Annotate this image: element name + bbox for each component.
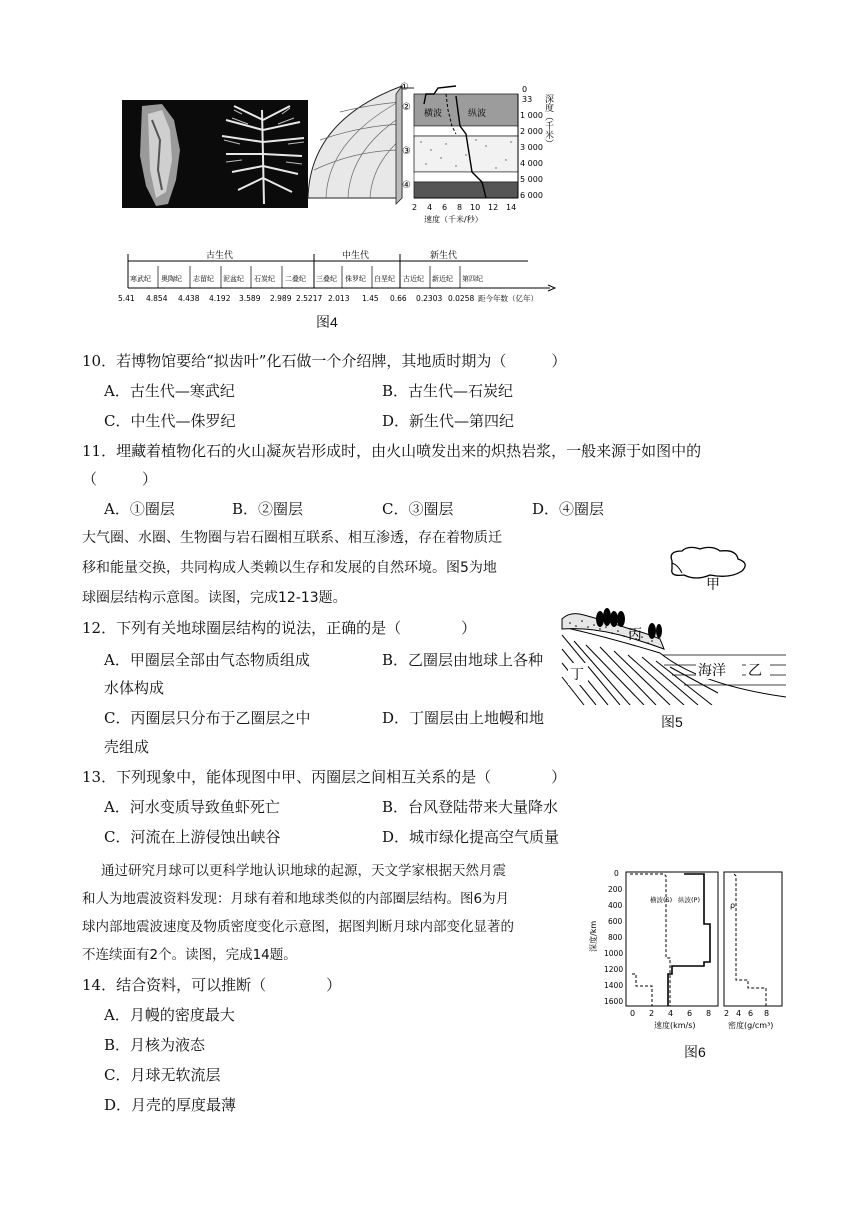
depth-tick: 4 000 xyxy=(520,159,543,168)
figure-4 xyxy=(118,80,558,305)
speed-tick: 4 xyxy=(427,203,433,212)
density-rho-label: ρ xyxy=(730,901,736,910)
question-12-stem: 12．下列有关地球圈层结构的说法，正确的是（ ） xyxy=(82,619,477,637)
question-11-stem: 11．埋藏着植物化石的火山凝灰岩形成时，由火山喷发出来的炽热岩浆，一般来源于如图中的 xyxy=(82,442,702,460)
speed-tick: 8 xyxy=(706,1009,712,1018)
depth-tick: 0 xyxy=(614,869,619,878)
era-label: 古生代 xyxy=(206,251,234,261)
period-label: 古近纪 xyxy=(403,275,424,283)
density-axis-label: 密度(g/cm³) xyxy=(728,1021,774,1030)
figure-5-caption: 图5 xyxy=(661,714,683,730)
question-12-option-b[interactable]: B．乙圈层由地球上各种 xyxy=(382,651,544,669)
depth-tick: 600 xyxy=(608,917,623,926)
question-11-option-d[interactable]: D．④圈层 xyxy=(532,500,605,518)
question-12-option-a[interactable]: A．甲圈层全部由气态物质组成 xyxy=(104,651,310,669)
depth-axis-label: 深度（千米） xyxy=(543,94,553,148)
period-label: 新近纪 xyxy=(432,275,453,283)
speed-tick: 2 xyxy=(412,203,418,212)
age-label: 4.854 xyxy=(146,294,168,303)
intro-14-line: 和人为地震波资料发现：月球有着和地球类似的内部圈层结构。图6为月 xyxy=(82,891,510,907)
speed-tick: 8 xyxy=(457,203,463,212)
depth-tick: 2 000 xyxy=(520,127,543,136)
question-12-option-d[interactable]: D．丁圈层由上地幔和地 xyxy=(382,709,545,727)
period-label: 泥盆纪 xyxy=(223,275,244,283)
s-wave-label: 横波(S) xyxy=(650,896,673,904)
fossil-photo xyxy=(122,100,308,208)
depth-tick: 0 xyxy=(522,85,528,94)
speed-tick: 4 xyxy=(668,1009,674,1018)
age-label: 2.013 xyxy=(328,294,350,303)
label-bing: 丙 xyxy=(628,627,642,643)
figure-6-chart xyxy=(588,862,788,1034)
figure-6-caption: 图6 xyxy=(684,1044,706,1060)
age-label: 4.438 xyxy=(178,294,200,303)
layer-label-2: ② xyxy=(402,102,411,113)
layer-label-4: ④ xyxy=(402,180,411,191)
depth-tick: 33 xyxy=(522,95,533,104)
intro-12-line: 移和能量交换，共同构成人类赖以生存和发展的自然环境。图5为地 xyxy=(82,560,497,576)
depth-tick: 1600 xyxy=(604,997,624,1006)
question-10-option-d[interactable]: D．新生代—第四纪 xyxy=(382,412,515,430)
age-label: 1.45 xyxy=(362,294,379,303)
question-12-option-d-cont: 壳组成 xyxy=(104,738,150,756)
depth-tick: 5 000 xyxy=(520,175,543,184)
question-13-option-d[interactable]: D．城市绿化提高空气质量 xyxy=(382,828,560,846)
geologic-timeline xyxy=(118,244,558,304)
depth-tick: 1200 xyxy=(604,965,624,974)
speed-axis-label: 速度（千米/秒） xyxy=(424,215,483,224)
depth-tick: 1000 xyxy=(604,949,624,958)
question-11-stem-bracket: （ ） xyxy=(82,470,158,488)
period-label: 白垩纪 xyxy=(374,275,395,283)
intro-14-line: 通过研究月球可以更科学地认识地球的起源，天文学家根据天然月震 xyxy=(101,863,506,879)
question-10-stem: 10．若博物馆要给“拟齿叶”化石做一个介绍牌，其地质时期为（ ） xyxy=(82,352,567,370)
age-label: 0.0258 xyxy=(448,294,475,303)
period-label: 二叠纪 xyxy=(285,275,306,283)
period-label: 第四纪 xyxy=(462,275,483,283)
speed-tick: 10 xyxy=(470,203,481,212)
earth-interior-diagram xyxy=(306,80,558,225)
age-label: 4.192 xyxy=(209,294,231,303)
depth-tick: 400 xyxy=(608,901,623,910)
intro-12-line: 大气圈、水圈、生物圈与岩石圈相互联系、相互渗透，存在着物质迁 xyxy=(82,530,502,546)
era-label: 新生代 xyxy=(430,251,458,261)
intro-14-line: 球内部地震波速度及物质密度变化示意图，据图判断月球内部变化显著的 xyxy=(82,919,514,935)
density-tick: 4 xyxy=(736,1009,742,1018)
age-label: 0.66 xyxy=(390,294,407,303)
label-ocean: 海洋 xyxy=(698,663,726,679)
longitudinal-wave-label: 纵波 xyxy=(468,109,487,119)
question-11-option-b[interactable]: B．②圈层 xyxy=(232,500,304,518)
period-label: 石炭纪 xyxy=(254,275,275,283)
label-ding: 丁 xyxy=(570,667,584,683)
period-label: 志留纪 xyxy=(193,275,214,283)
period-label: 奥陶纪 xyxy=(161,275,182,283)
question-10-option-b[interactable]: B．古生代—石炭纪 xyxy=(382,382,514,400)
layer-label-1: ① xyxy=(400,82,409,93)
depth-tick: 3 000 xyxy=(520,143,543,152)
period-label: 三叠纪 xyxy=(316,275,337,283)
speed-tick: 14 xyxy=(506,203,517,212)
p-wave-label: 纵波(P) xyxy=(678,896,700,904)
speed-tick: 6 xyxy=(687,1009,693,1018)
density-tick: 6 xyxy=(748,1009,754,1018)
period-label: 侏罗纪 xyxy=(345,275,366,283)
age-label: 2.5217 xyxy=(296,294,323,303)
depth-tick: 1 000 xyxy=(520,111,543,120)
speed-tick: 6 xyxy=(442,203,448,212)
depth-tick: 200 xyxy=(608,885,623,894)
density-tick: 2 xyxy=(724,1009,730,1018)
question-13-option-c[interactable]: C．河流在上游侵蚀出峡谷 xyxy=(104,828,281,846)
depth-axis-label: 深度/km xyxy=(589,920,598,952)
question-14-option-d[interactable]: D．月壳的厚度最薄 xyxy=(104,1096,237,1114)
question-11-option-a[interactable]: A．①圈层 xyxy=(104,500,175,518)
question-12-option-c[interactable]: C．丙圈层只分布于乙圈层之中 xyxy=(104,709,311,727)
age-label: 5.41 xyxy=(118,294,135,303)
age-label: 2.989 xyxy=(270,294,292,303)
era-label: 中生代 xyxy=(342,251,370,261)
question-14-option-c[interactable]: C．月球无软流层 xyxy=(104,1066,221,1084)
label-yi: 乙 xyxy=(748,663,762,679)
period-label: 寒武纪 xyxy=(130,275,151,283)
transverse-wave-label: 横波 xyxy=(424,109,443,119)
question-13-option-a[interactable]: A．河水变质导致鱼虾死亡 xyxy=(104,798,280,816)
question-10-option-c[interactable]: C．中生代—侏罗纪 xyxy=(104,412,236,430)
speed-tick: 2 xyxy=(649,1009,655,1018)
age-label: 0.2303 xyxy=(416,294,443,303)
figure-4-caption: 图4 xyxy=(316,314,338,330)
label-jia: 甲 xyxy=(706,577,720,593)
question-12-option-b-cont: 水体构成 xyxy=(104,679,165,697)
density-tick: 8 xyxy=(764,1009,770,1018)
question-13-stem: 13．下列现象中，能体现图中甲、丙圈层之间相互关系的是（ ） xyxy=(82,768,567,786)
speed-tick: 12 xyxy=(488,203,499,212)
age-axis-label: 距今年数（亿年） xyxy=(478,294,538,303)
depth-tick: 1400 xyxy=(604,981,624,990)
speed-tick: 0 xyxy=(630,1009,636,1018)
speed-axis-label: 速度(km/s) xyxy=(654,1021,696,1030)
question-11-option-c[interactable]: C．③圈层 xyxy=(382,500,454,518)
depth-tick: 6 000 xyxy=(520,191,543,200)
age-label: 3.589 xyxy=(239,294,261,303)
layer-label-3: ③ xyxy=(402,146,411,157)
intro-12-line: 球圈层结构示意图。读图，完成12-13题。 xyxy=(82,590,347,606)
question-14-option-a[interactable]: A．月幔的密度最大 xyxy=(104,1006,235,1024)
intro-14-line: 不连续面有2个。读图，完成14题。 xyxy=(82,947,297,963)
question-14-stem: 14．结合资料，可以推断（ ） xyxy=(82,976,342,994)
depth-tick: 800 xyxy=(608,933,623,942)
figure-5-diagram xyxy=(560,545,786,705)
question-10-option-a[interactable]: A．古生代—寒武纪 xyxy=(104,382,235,400)
question-13-option-b[interactable]: B．台风登陆带来大量降水 xyxy=(382,798,559,816)
question-14-option-b[interactable]: B．月核为液态 xyxy=(104,1036,206,1054)
